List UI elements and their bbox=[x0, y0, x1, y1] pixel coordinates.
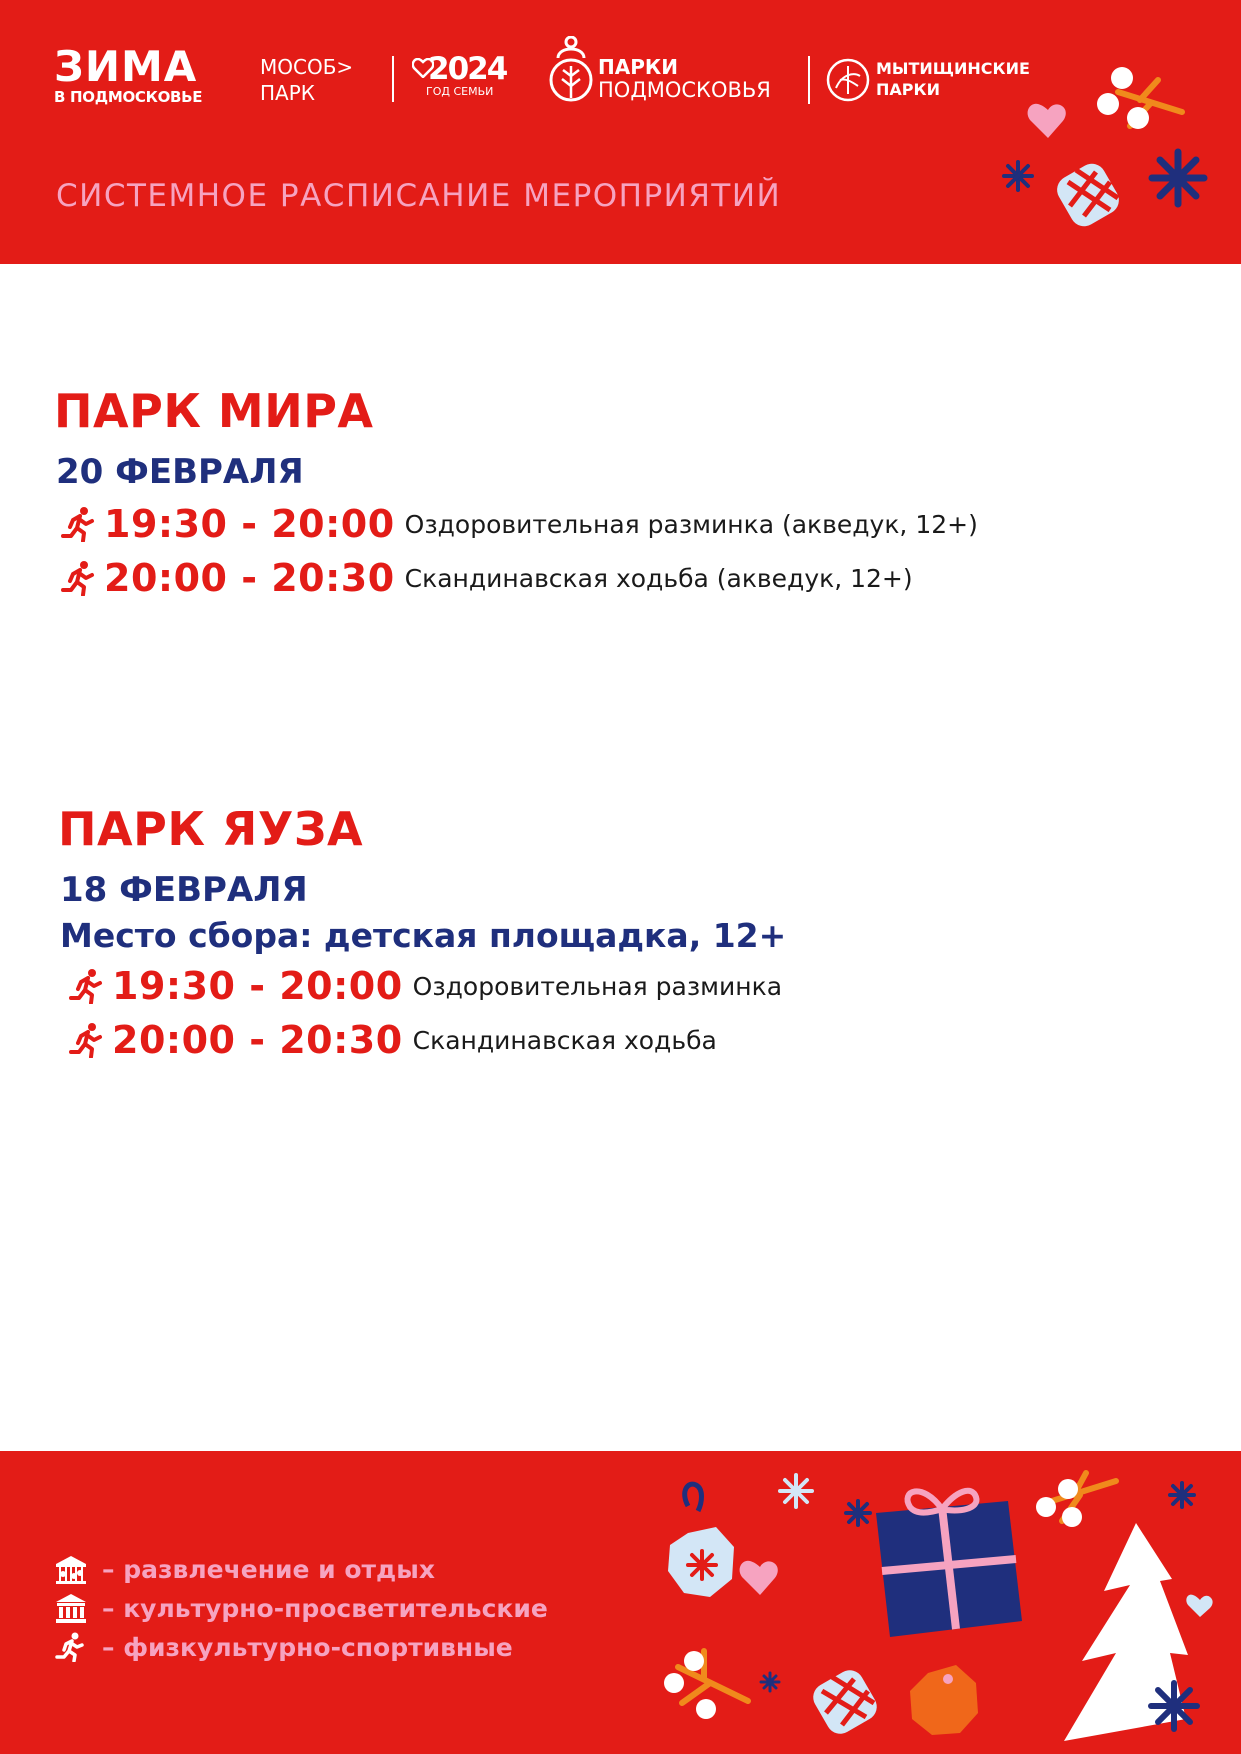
berries-decoration bbox=[1097, 67, 1182, 129]
logo-divider bbox=[808, 56, 810, 104]
heart-decoration bbox=[740, 1561, 778, 1595]
event-time: 20:00 - 20:30 bbox=[104, 556, 395, 600]
legend-item-entertainment bbox=[54, 1554, 435, 1584]
mitten-decoration bbox=[1052, 159, 1124, 232]
event-row bbox=[68, 964, 782, 1008]
ornament-decoration bbox=[668, 1484, 734, 1597]
logo-divider bbox=[392, 56, 394, 102]
event-time: 19:30 - 20:00 bbox=[104, 502, 395, 546]
event-row bbox=[60, 556, 913, 600]
snowflake-decoration bbox=[1152, 152, 1204, 204]
event-description: Оздоровительная разминка bbox=[412, 971, 783, 1001]
heart-icon bbox=[412, 58, 434, 78]
header-banner bbox=[0, 0, 1241, 264]
logo-mosoblpark bbox=[260, 54, 353, 106]
runner-icon bbox=[68, 968, 104, 1004]
berries-decoration bbox=[1036, 1473, 1116, 1527]
gift-decoration bbox=[876, 1491, 1022, 1637]
carousel-icon bbox=[54, 1554, 88, 1584]
logo-year-of-family bbox=[414, 52, 506, 98]
park-title-mira: ПАРК МИРА bbox=[54, 384, 374, 438]
logo-zima-title: ЗИМА bbox=[54, 42, 198, 91]
page-subtitle: СИСТЕМНОЕ РАСПИСАНИЕ МЕРОПРИЯТИЙ bbox=[56, 178, 782, 214]
event-row bbox=[68, 1018, 717, 1062]
berries-decoration bbox=[664, 1651, 748, 1719]
logo-mosoblpark-line1: МОСОБ> bbox=[260, 55, 354, 79]
legend-label: – развлечение и отдых bbox=[102, 1554, 435, 1584]
logo-year-subtitle: ГОД СЕМЬИ bbox=[426, 85, 494, 98]
event-time: 20:00 - 20:30 bbox=[112, 1018, 403, 1062]
snowflake-decoration bbox=[1151, 1683, 1197, 1729]
snowflake-decoration bbox=[1004, 162, 1032, 190]
logo-zima bbox=[54, 42, 203, 106]
event-row bbox=[60, 502, 978, 546]
meeting-point: Место сбора: детская площадка, 12+ bbox=[60, 916, 787, 955]
runner-icon bbox=[68, 1022, 104, 1058]
event-description: Скандинавская ходьба bbox=[412, 1025, 717, 1055]
snowflake-decoration bbox=[780, 1475, 812, 1507]
holiday-decorations bbox=[660, 1451, 1241, 1754]
runner-icon bbox=[60, 506, 96, 542]
legend-label: – культурно-просветительские bbox=[102, 1593, 548, 1623]
winter-decorations bbox=[1000, 60, 1241, 264]
runner-icon bbox=[54, 1632, 88, 1662]
park-date-mira: 20 ФЕВРАЛЯ bbox=[56, 452, 304, 492]
footer-banner bbox=[0, 1451, 1241, 1754]
event-time: 19:30 - 20:00 bbox=[112, 964, 403, 1008]
park-title-yauza: ПАРК ЯУЗА bbox=[58, 802, 364, 856]
logo-myt-line1: МЫТИЩИНСКИЕ bbox=[876, 59, 1030, 78]
legend-item-cultural bbox=[54, 1593, 548, 1623]
snowflake-decoration bbox=[761, 1673, 779, 1691]
park-date-yauza: 18 ФЕВРАЛЯ bbox=[60, 870, 308, 910]
logo-zima-subtitle: В ПОДМОСКОВЬЕ bbox=[54, 88, 203, 106]
logo-mosoblpark-line2: ПАРК bbox=[260, 81, 315, 105]
legend-item-sport bbox=[54, 1632, 513, 1662]
tree-emblem-icon bbox=[548, 36, 594, 104]
runner-icon bbox=[60, 560, 96, 596]
mitten-decoration bbox=[808, 1665, 882, 1739]
orange-decoration bbox=[910, 1665, 978, 1735]
snowflake-decoration bbox=[1170, 1483, 1194, 1507]
logo-year: 2024 bbox=[428, 51, 507, 87]
logo-parki-line1: ПАРКИ bbox=[598, 55, 678, 79]
logo-parki-line2: ПОДМОСКОВЬЯ bbox=[598, 78, 771, 102]
logo-myt-line2: ПАРКИ bbox=[876, 80, 940, 99]
snowflake-decoration bbox=[846, 1501, 870, 1525]
event-description: Оздоровительная разминка (акведук, 12+) bbox=[404, 509, 978, 539]
park-emblem-icon bbox=[826, 58, 870, 102]
legend-label: – физкультурно-спортивные bbox=[102, 1632, 513, 1662]
museum-icon bbox=[54, 1593, 88, 1623]
heart-decoration bbox=[1186, 1595, 1212, 1617]
event-description: Скандинавская ходьба (акведук, 12+) bbox=[404, 563, 913, 593]
heart-decoration bbox=[1028, 104, 1066, 138]
